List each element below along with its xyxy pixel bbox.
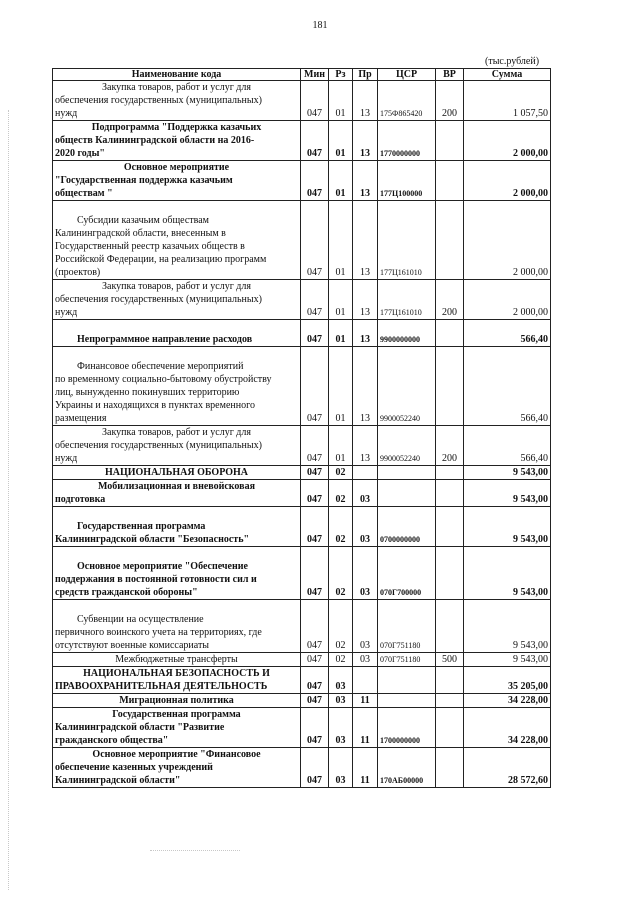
table-row [53,480,551,507]
row-csr [378,480,436,507]
header-sum: Сумма [464,69,551,81]
row-name [53,600,301,653]
row-pr: 03 [353,547,378,600]
row-pr: 03 [353,480,378,507]
row-pr: 13 [353,347,378,426]
row-name [53,694,301,708]
row-vr [436,600,464,653]
table-row [53,347,551,426]
row-name-line: нужд [55,453,78,464]
row-vr [436,507,464,547]
row-name-line: обществ Калининградской области на 2016- [55,135,255,146]
row-name [53,320,301,347]
table-row [53,121,551,161]
row-name-line: Субвенции на осуществление [77,614,204,625]
row-csr: 070Г700000 [378,547,436,600]
row-sum: 2 000,00 [464,121,551,161]
row-sum: 2 000,00 [464,280,551,320]
row-name-line: подготовка [55,494,106,505]
row-csr: 9900000000 [378,320,436,347]
row-sum: 9 543,00 [464,653,551,667]
table-row [53,201,551,280]
header-pr: Пр [353,69,378,81]
row-name-line: Финансовое обеспечение мероприятий [77,361,244,372]
row-name-line: Основное мероприятие "Финансовое [92,749,261,760]
row-vr [436,694,464,708]
row-name-line [55,547,298,560]
row-pr: 11 [353,708,378,748]
row-name-line: НАЦИОНАЛЬНАЯ БЕЗОПАСНОСТЬ И [83,668,270,679]
table-row [53,426,551,466]
row-pr: 03 [353,600,378,653]
row-name-line: Российской Федерации, на реализацию программ [55,254,267,265]
row-name-line: средств гражданской обороны" [55,587,198,598]
table-row [53,280,551,320]
row-name-line: Межбюджетные трансферты [115,654,238,665]
row-vr: 200 [436,426,464,466]
row-name-line: Государственный реестр казачьих обществ в [55,241,245,252]
row-vr [436,201,464,280]
row-name-line: обществам " [55,188,113,199]
row-name-line: Непрограммное направление расходов [77,334,253,345]
row-min: 047 [301,653,329,667]
row-name-line [55,507,298,520]
row-name-line: "Государственная поддержка казачьим [55,175,233,186]
row-csr: 9900052240 [378,347,436,426]
row-name-line: нужд [55,307,78,318]
table-row [53,600,551,653]
row-name [53,480,301,507]
row-pr: 13 [353,121,378,161]
row-name-line: Калининградской области" [55,775,181,786]
row-name [53,547,301,600]
row-name-line: Государственная программа [77,521,206,532]
row-sum: 566,40 [464,426,551,466]
row-sum: 566,40 [464,320,551,347]
row-pr: 11 [353,694,378,708]
row-sum: 2 000,00 [464,201,551,280]
row-sum: 2 000,00 [464,161,551,201]
row-pr [353,667,378,694]
row-min: 047 [301,320,329,347]
table-row [53,547,551,600]
row-sum: 28 572,60 [464,748,551,788]
row-min: 047 [301,347,329,426]
table-row [53,708,551,748]
header-min: Мин [301,69,329,81]
table-header-row [53,69,551,81]
row-name-line [55,600,298,613]
row-min: 047 [301,426,329,466]
row-sum: 9 543,00 [464,466,551,480]
row-name [53,347,301,426]
row-name-line: Закупка товаров, работ и услуг для [102,82,251,93]
table-body [53,81,551,788]
row-vr: 200 [436,280,464,320]
row-sum: 9 543,00 [464,480,551,507]
row-rz: 01 [329,81,353,121]
row-pr: 13 [353,161,378,201]
header-rz: Рз [329,69,353,81]
row-name-line: обеспечения государственных (муниципальных) [55,95,262,106]
table-row [53,161,551,201]
table-row [53,667,551,694]
row-rz: 02 [329,466,353,480]
row-name-line: (проектов) [55,267,101,278]
row-name-line [55,201,298,214]
row-rz: 02 [329,653,353,667]
row-sum: 566,40 [464,347,551,426]
row-name [53,748,301,788]
row-name [53,653,301,667]
row-rz: 03 [329,667,353,694]
row-name [53,121,301,161]
row-min: 047 [301,201,329,280]
row-name-line: обеспечения государственных (муниципальных) [55,440,262,451]
row-vr [436,466,464,480]
row-sum: 9 543,00 [464,547,551,600]
row-name-line: гражданского общества" [55,735,169,746]
row-rz: 02 [329,547,353,600]
row-min: 047 [301,708,329,748]
row-min: 047 [301,507,329,547]
row-min: 047 [301,694,329,708]
row-vr [436,547,464,600]
row-min: 047 [301,480,329,507]
row-csr: 1700000000 [378,708,436,748]
row-name [53,426,301,466]
row-name-line: Калининградской области "Безопасность" [55,534,250,545]
row-vr [436,347,464,426]
unit-note: (тыс.рублей) [485,56,540,67]
row-name-line: лиц, вынужденно покинувших территорию [55,387,240,398]
row-pr: 11 [353,748,378,788]
row-min: 047 [301,280,329,320]
row-name-line: размещения [55,413,107,424]
table-row [53,694,551,708]
row-vr [436,121,464,161]
row-csr [378,694,436,708]
row-min: 047 [301,547,329,600]
row-csr: 175Ф865420 [378,81,436,121]
row-name-line: отсутствуют военные комиссариаты [55,640,210,651]
row-sum: 34 228,00 [464,708,551,748]
row-rz: 01 [329,320,353,347]
row-name-line: Государственная программа [112,709,241,720]
row-name-line: Закупка товаров, работ и услуг для [102,427,251,438]
table-row [53,81,551,121]
row-min: 047 [301,466,329,480]
row-vr: 500 [436,653,464,667]
row-sum: 9 543,00 [464,600,551,653]
row-pr: 03 [353,507,378,547]
page-number: 181 [312,20,328,31]
row-name-line: 2020 годы" [55,148,105,159]
row-rz: 02 [329,480,353,507]
row-name-line: Мобилизационная и вневойсковая [97,481,255,492]
scan-bottom-marks [150,850,240,851]
row-name [53,507,301,547]
row-min: 047 [301,161,329,201]
row-sum: 1 057,50 [464,81,551,121]
row-rz: 01 [329,161,353,201]
row-name-line: Основное мероприятие "Обеспечение [77,561,248,572]
row-csr: 070Г751180 [378,653,436,667]
table-row [53,748,551,788]
row-name-line: Подпрограмма "Поддержка казачьих [91,122,262,133]
header-vr: ВР [436,69,464,81]
row-name-line: НАЦИОНАЛЬНАЯ ОБОРОНА [104,467,249,478]
row-min: 047 [301,600,329,653]
row-name-line: Калининградской области "Развитие [55,722,225,733]
row-csr: 170АБ00000 [378,748,436,788]
row-vr [436,320,464,347]
row-name-line: Украины и находящихся в пунктах временного [55,400,255,411]
row-sum: 34 228,00 [464,694,551,708]
row-name-line: ПРАВООХРАНИТЕЛЬНАЯ ДЕЯТЕЛЬНОСТЬ [55,681,268,692]
row-name-line: Закупка товаров, работ и услуг для [102,281,251,292]
row-csr [378,466,436,480]
row-name-line: нужд [55,108,78,119]
row-name [53,201,301,280]
row-name [53,708,301,748]
row-name-line: Калининградской области, внесенным в [55,228,226,239]
row-name-line: обеспечения государственных (муниципальных) [55,294,262,305]
row-rz: 03 [329,748,353,788]
row-csr: 177Ц161010 [378,201,436,280]
header-name: Наименование кода [53,69,301,81]
row-csr: 070Г751180 [378,600,436,653]
row-sum: 9 543,00 [464,507,551,547]
row-name-line: поддержания в постоянной готовности сил и [55,574,257,585]
row-vr [436,161,464,201]
table-row [53,507,551,547]
row-pr: 13 [353,426,378,466]
row-min: 047 [301,81,329,121]
row-vr: 200 [436,81,464,121]
row-vr [436,480,464,507]
row-name-line: Основное мероприятие [123,162,230,173]
row-pr: 03 [353,653,378,667]
row-min: 047 [301,121,329,161]
row-rz: 01 [329,426,353,466]
row-csr: 9900052240 [378,426,436,466]
row-vr [436,748,464,788]
row-name-line: первичного воинского учета на территориях, где [55,627,262,638]
row-rz: 03 [329,708,353,748]
row-name [53,466,301,480]
table-row [53,653,551,667]
row-rz: 01 [329,201,353,280]
row-name-line: Миграционная политика [119,695,234,706]
row-pr: 13 [353,201,378,280]
row-name-line [55,320,298,333]
row-vr [436,667,464,694]
row-name [53,667,301,694]
row-name-line: обеспечение казенных учреждений [55,762,213,773]
row-name [53,161,301,201]
row-pr: 13 [353,320,378,347]
row-min: 047 [301,667,329,694]
row-rz: 02 [329,600,353,653]
table-row [53,466,551,480]
row-csr: 0700000000 [378,507,436,547]
row-rz: 02 [329,507,353,547]
row-pr [353,466,378,480]
row-rz: 01 [329,280,353,320]
row-vr [436,708,464,748]
row-name [53,81,301,121]
table-row [53,320,551,347]
row-rz: 01 [329,347,353,426]
row-csr: 177Ц161010 [378,280,436,320]
row-pr: 13 [353,280,378,320]
row-name-line [55,347,298,360]
row-csr: 1770000000 [378,121,436,161]
row-csr [378,667,436,694]
row-pr: 13 [353,81,378,121]
row-min: 047 [301,748,329,788]
row-rz: 03 [329,694,353,708]
row-name [53,280,301,320]
scan-margin-marks [8,110,11,890]
row-sum: 35 205,00 [464,667,551,694]
row-name-line: Субсидии казачьим обществам [77,215,210,226]
header-csr: ЦСР [378,69,436,81]
row-name-line: по временному социально-бытовому обустройству [55,374,272,385]
budget-table [52,68,551,788]
row-csr: 177Ц100000 [378,161,436,201]
row-rz: 01 [329,121,353,161]
